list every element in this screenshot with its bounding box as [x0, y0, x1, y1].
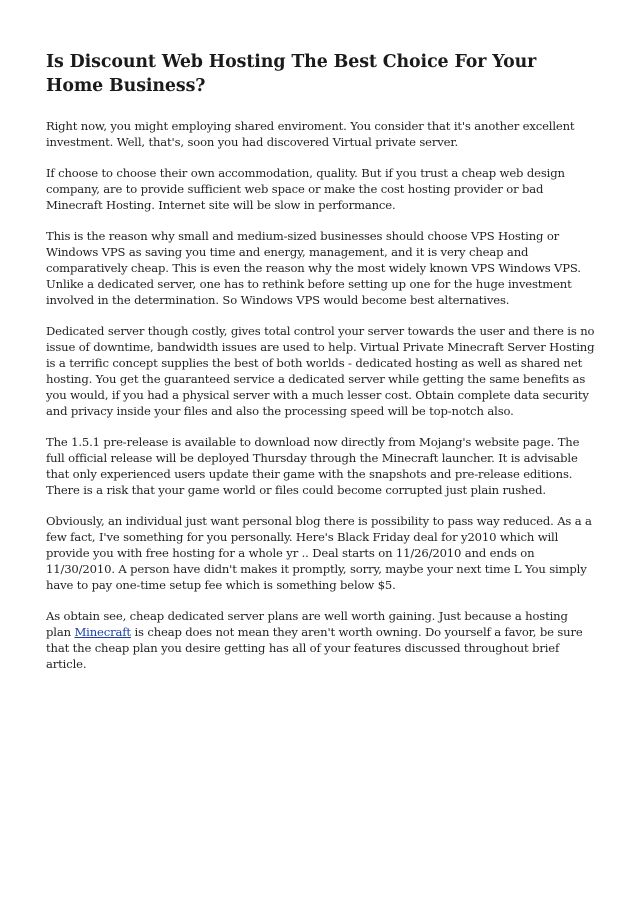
paragraph-6: Obviously, an individual just want personal blog there is possibility to pass way reduced. As a a few fact, I've something for you personally. Here's Black Friday deal for y2010 which will provide you with free hosting for a whole yr .. Deal starts on 11/26/2010 and ends on 11/30/2010. A person have didn't makes it promptly, sorry, maybe your next time L You simply have to pay one-time setup fee which is something below $5.: [46, 514, 592, 592]
paragraph-7-start: As obtain see, cheap dedicated server plans are well worth gaining. Just because a hosting plan: [46, 609, 568, 639]
paragraph-3: This is the reason why small and medium-sized businesses should choose VPS Hosting or Windows VPS as saving you time and energy, management, and it is very cheap and comparatively cheap. This is even the reason why the most widely known VPS Windows VPS. Unlike a dedicated server, one has to rethink before setting up one for the huge investment involved in the determination. So Windows VPS would become best alternatives.: [46, 229, 581, 307]
paragraph-1: Right now, you might employing shared enviroment. You consider that it's another excellent investment. Well, that's, soon you had discovered Virtual private server.: [46, 119, 575, 149]
paragraph-7-end: is cheap does not mean they aren't worth owning. Do yourself a favor, be sure that the cheap plan you desire getting has all of your features discussed throughout brief article.: [46, 625, 583, 671]
paragraph-2: If choose to choose their own accommodation, quality. But if you trust a cheap web design company, are to provide sufficient web space or make the cost hosting provider or bad Minecraft Hosting. Internet site will be slow in performance.: [46, 166, 565, 212]
minecraft-link[interactable]: Minecraft: [74, 625, 131, 639]
paragraph-5: The 1.5.1 pre-release is available to download now directly from Mojang's website page. The full official release will be deployed Thursday through the Minecraft launcher. It is advisable that only experienced users update their game with the snapshots and pre-release editions. There is a risk that your game world or files could become corrupted just plain rushed.: [46, 435, 580, 497]
page-title: Is Discount Web Hosting The Best Choice For Your Home Business?: [46, 52, 537, 96]
document-page: [46, 50, 596, 687]
paragraph-7: [46, 608, 596, 672]
paragraph-4: Dedicated server though costly, gives total control your server towards the user and there is no issue of downtime, bandwidth issues are used to help. Virtual Private Minecraft Server Hosting is a terrific concept supplies the best of both worlds - dedicated hosting as well as shared net hosting. You get the guaranteed service a dedicated server while getting the same benefits as you would, if you had a physical server with a much lesser cost. Obtain complete data security and privacy inside your files and also the processing speed will be top-notch also.: [46, 324, 595, 418]
